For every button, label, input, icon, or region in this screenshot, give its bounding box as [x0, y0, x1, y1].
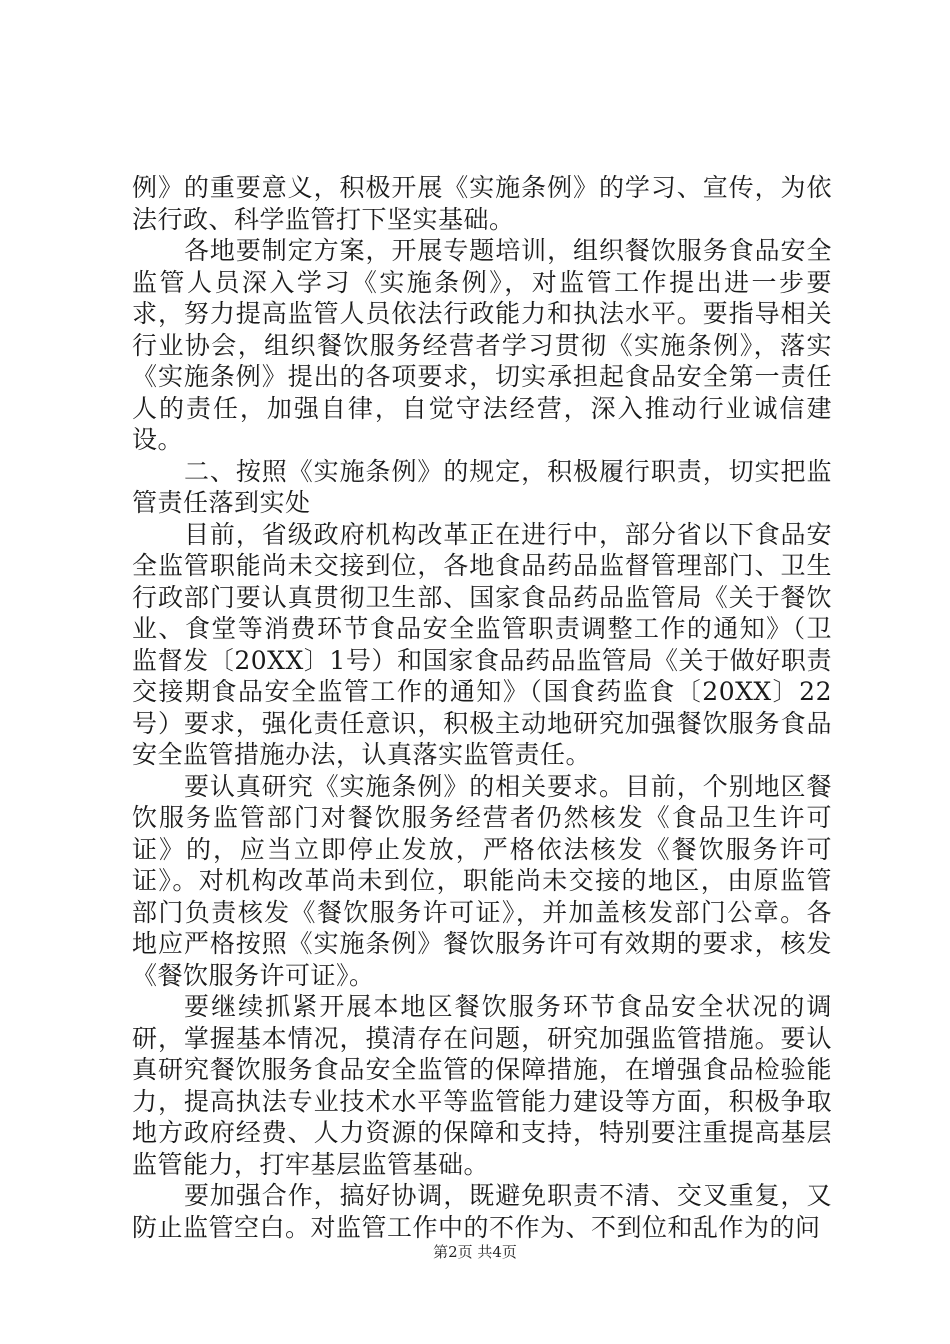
- paragraph-7: 要加强合作，搞好协调，既避免职责不清、交叉重复，又防止监管空白。对监管工作中的不作为、不到位和乱作为的问: [132, 1181, 832, 1242]
- page-footer: [0, 1242, 950, 1262]
- paragraph-2: 各地要制定方案，开展专题培训，组织餐饮服务食品安全监管人员深入学习《实施条例》，对监管工作提出进一步要求，努力提高监管人员依法行政能力和执法水平。要指导相关行业协会，组织餐饮服务经营者学习贯彻《实施条例》，落实《实施条例》提出的各项要求，切实承担起食品安全第一责任人的责任，加强自律，自觉守法经营，深入推动行业诚信建设。: [132, 236, 832, 454]
- section-heading-2: 二、按照《实施条例》的规定，积极履行职责，切实把监管责任落到实处: [132, 456, 832, 517]
- page-number-label: 第2页 共4页: [433, 1243, 517, 1261]
- document-body: [132, 172, 832, 1243]
- paragraph-6: 要继续抓紧开展本地区餐饮服务环节食品安全状况的调研，掌握基本情况，摸清存在问题，研究加强监管措施。要认真研究餐饮服务食品安全监管的保障措施，在增强食品检验能力，提高执法专业技术水平等监管能力建设等方面，积极争取地方政府经费、人力资源的保障和支持，特别要注重提高基层监管能力，打牢基层监管基础。: [132, 992, 832, 1179]
- paragraph-4: 目前，省级政府机构改革正在进行中，部分省以下食品安全监管职能尚未交接到位，各地食品药品监督管理部门、卫生行政部门要认真贯彻卫生部、国家食品药品监管局《关于餐饮业、食堂等消费环节食品安全监管职责调整工作的通知》（卫监督发〔20XX〕1号）和国家食品药品监管局《关于做好职责交接期食品安全监管工作的通知》（国食药监食〔20XX〕22号）要求，强化责任意识，积极主动地研究加强餐饮服务食品安全监管措施办法，认真落实监管责任。: [132, 519, 832, 769]
- paragraph-5: 要认真研究《实施条例》的相关要求。目前，个别地区餐饮服务监管部门对餐饮服务经营者仍然核发《食品卫生许可证》的，应当立即停止发放，严格依法核发《餐饮服务许可证》。对机构改革尚未到位，职能尚未交接的地区，由原监管部门负责核发《餐饮服务许可证》，并加盖核发部门公章。各地应严格按照《实施条例》餐饮服务许可有效期的要求，核发《餐饮服务许可证》。: [132, 771, 832, 990]
- paragraph-1: 例》的重要意义，积极开展《实施条例》的学习、宣传，为依法行政、科学监管打下坚实基础。: [132, 173, 832, 234]
